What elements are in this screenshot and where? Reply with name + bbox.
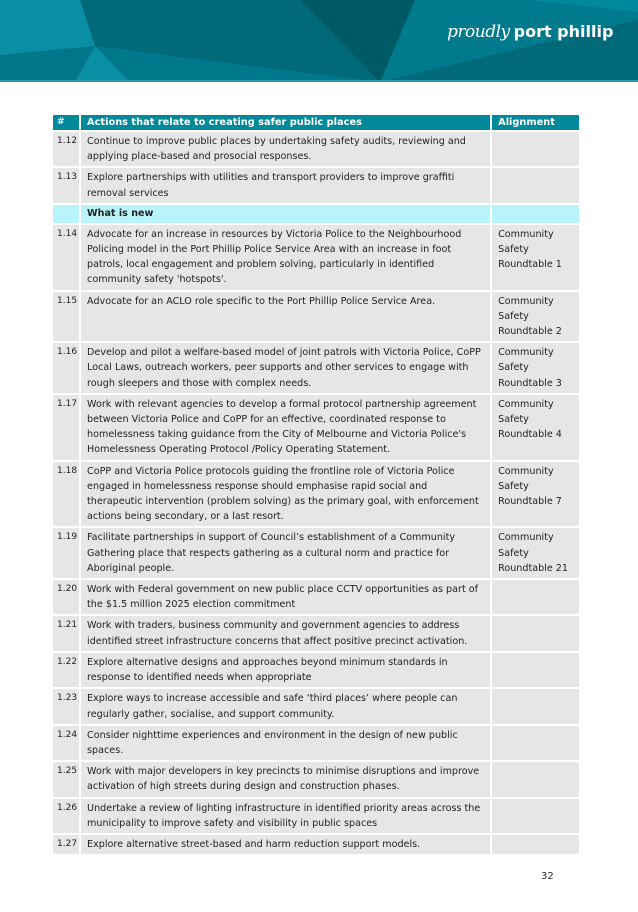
subheader-row (53, 205, 579, 223)
row-alignment (492, 799, 579, 833)
row-alignment: Community Safety Roundtable 21 (492, 528, 579, 578)
row-alignment (492, 726, 579, 760)
row-alignment (492, 616, 579, 650)
row-number: 1.21 (53, 616, 79, 650)
row-number: 1.18 (53, 462, 79, 527)
table-row (53, 653, 579, 687)
row-number: 1.26 (53, 799, 79, 833)
row-action: CoPP and Victoria Police protocols guiding the frontline role of Victoria Police engaged in homelessness response should emphasise rapid social and therapeutic intervention (problem solving) as the primary goal, with enforcement actions being secondary, or a last resort. (81, 462, 490, 527)
header-alignment: Alignment (492, 115, 579, 130)
row-alignment (492, 762, 579, 796)
table-row (53, 343, 579, 393)
row-action: Advocate for an ACLO role specific to the Port Phillip Police Service Area. (81, 292, 490, 342)
row-action: Work with major developers in key precincts to minimise disruptions and improve activation of high streets during design and construction phases. (81, 762, 490, 796)
table-row (53, 689, 579, 723)
logo-script: proudly (447, 22, 510, 42)
subheader-num (53, 205, 79, 223)
row-number: 1.14 (53, 225, 79, 290)
row-number: 1.15 (53, 292, 79, 342)
header-action: Actions that relate to creating safer public places (81, 115, 490, 130)
subheader-alignment (492, 205, 579, 223)
row-number: 1.20 (53, 580, 79, 614)
header-num: # (53, 115, 79, 130)
row-action: Work with Federal government on new public place CCTV opportunities as part of the $1.5 million 2025 election commitment (81, 580, 490, 614)
table-header-row (53, 115, 579, 130)
table-row (53, 799, 579, 833)
row-number: 1.22 (53, 653, 79, 687)
row-action: Work with traders, business community and government agencies to address identified street infrastructure concerns that affect positive precinct activation. (81, 616, 490, 650)
row-alignment (492, 835, 579, 854)
row-action: Explore partnerships with utilities and transport providers to improve graffiti removal services (81, 168, 490, 202)
row-alignment: Community Safety Roundtable 7 (492, 462, 579, 527)
table-row (53, 168, 579, 202)
table-row (53, 528, 579, 578)
table-row (53, 395, 579, 460)
row-action: Explore alternative designs and approaches beyond minimum standards in response to identified needs when appropriate (81, 653, 490, 687)
row-action: Develop and pilot a welfare-based model of joint patrols with Victoria Police, CoPP Local Laws, outreach workers, peer supports and other services to engage with rough sleepers and those with complex needs. (81, 343, 490, 393)
row-alignment: Community Safety Roundtable 1 (492, 225, 579, 290)
table-row (53, 726, 579, 760)
logo-brand: port phillip (513, 22, 614, 41)
row-alignment (492, 132, 579, 166)
row-number: 1.13 (53, 168, 79, 202)
table-row (53, 580, 579, 614)
table-row (53, 616, 579, 650)
row-action: Explore ways to increase accessible and safe ‘third places’ where people can regularly gather, socialise, and support community. (81, 689, 490, 723)
row-alignment: Community Safety Roundtable 3 (492, 343, 579, 393)
header-banner (0, 0, 638, 82)
row-number: 1.19 (53, 528, 79, 578)
row-number: 1.17 (53, 395, 79, 460)
row-number: 1.16 (53, 343, 79, 393)
table-row (53, 292, 579, 342)
row-number: 1.27 (53, 835, 79, 854)
row-action: Facilitate partnerships in support of Council’s establishment of a Community Gathering place that respects gathering as a cultural norm and practice for Aboriginal people. (81, 528, 490, 578)
page-number: 32 (541, 871, 554, 882)
table-row (53, 835, 579, 854)
row-alignment (492, 653, 579, 687)
subheader-label: What is new (81, 205, 490, 223)
actions-table (51, 113, 581, 856)
table-row (53, 462, 579, 527)
table-row (53, 762, 579, 796)
row-number: 1.24 (53, 726, 79, 760)
row-action: Undertake a review of lighting infrastructure in identified priority areas across the municipality to improve safety and visibility in public spaces (81, 799, 490, 833)
row-action: Consider nighttime experiences and environment in the design of new public spaces. (81, 726, 490, 760)
row-alignment (492, 689, 579, 723)
row-number: 1.25 (53, 762, 79, 796)
table-row (53, 132, 579, 166)
row-action: Continue to improve public places by undertaking safety audits, reviewing and applying place-based and prosocial responses. (81, 132, 490, 166)
table-subheader-group (53, 205, 579, 223)
row-alignment (492, 168, 579, 202)
row-number: 1.23 (53, 689, 79, 723)
table-body-new (53, 225, 579, 854)
row-alignment: Community Safety Roundtable 4 (492, 395, 579, 460)
row-action: Advocate for an increase in resources by Victoria Police to the Neighbourhood Policing model in the Port Phillip Police Service Area with an increase in foot patrols, local engagement and problem solving, particularly in identified community safety 'hotspots'. (81, 225, 490, 290)
row-number: 1.12 (53, 132, 79, 166)
logo (447, 22, 613, 42)
table-body-existing (53, 132, 579, 203)
table-row (53, 225, 579, 290)
row-alignment (492, 580, 579, 614)
row-alignment: Community Safety Roundtable 2 (492, 292, 579, 342)
row-action: Explore alternative street-based and harm reduction support models. (81, 835, 490, 854)
row-action: Work with relevant agencies to develop a formal protocol partnership agreement between Victoria Police and CoPP for an effective, coordinated response to homelessness taking guidance from the City of Melbourne and Victoria Police's Homelessness Operating Protocol /Policy Operating Statement. (81, 395, 490, 460)
